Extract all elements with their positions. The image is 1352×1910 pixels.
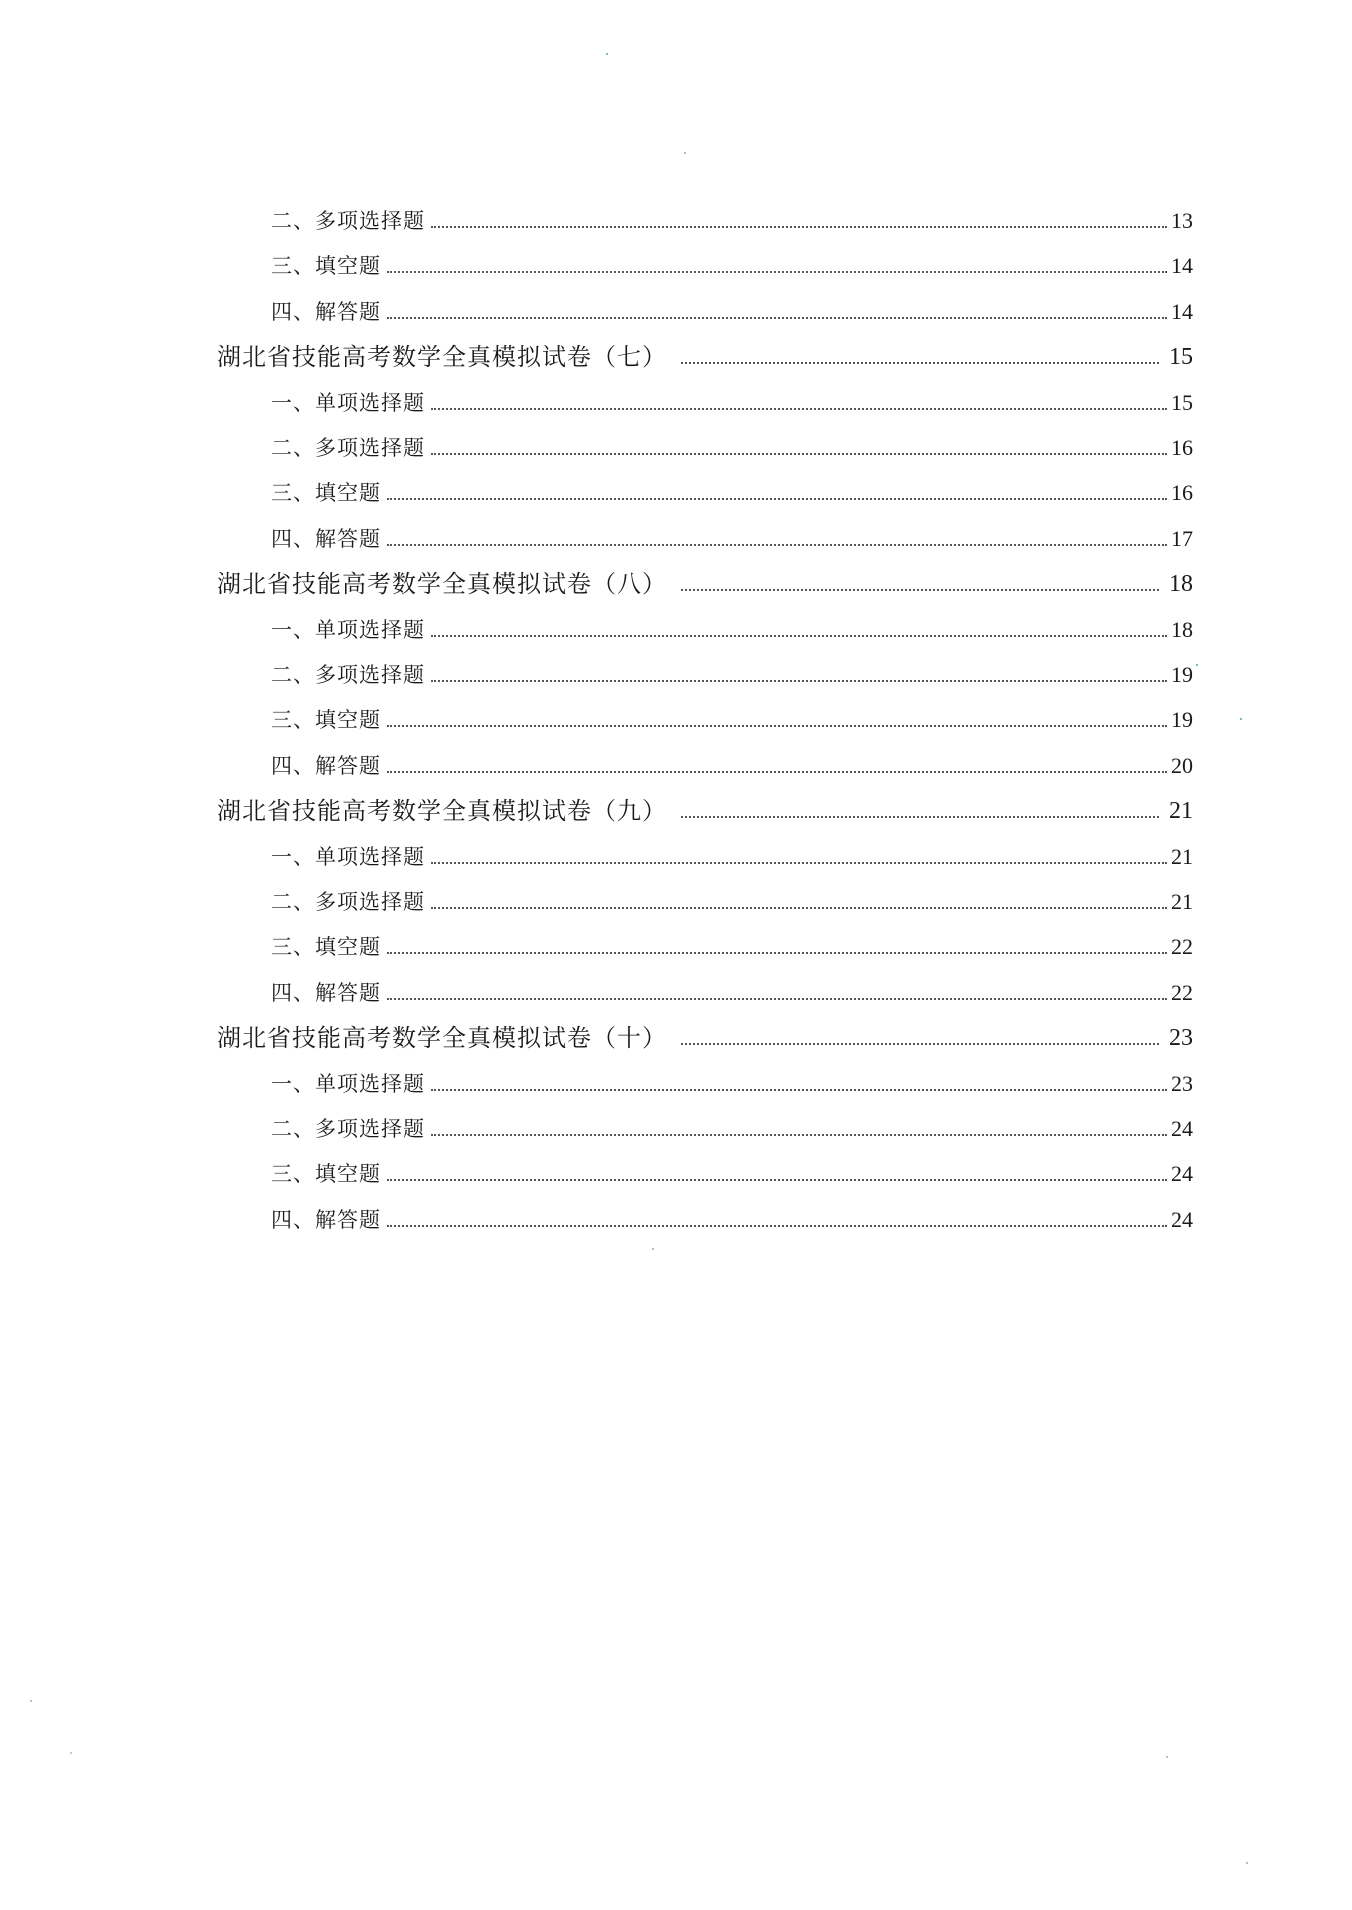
toc-section-entry[interactable] bbox=[271, 1158, 1193, 1190]
dot-leader bbox=[387, 544, 1167, 546]
toc-page-number: 16 bbox=[1171, 435, 1193, 460]
dot-leader bbox=[387, 771, 1167, 773]
scan-speck bbox=[1166, 1756, 1168, 1758]
toc-page-number: 14 bbox=[1171, 299, 1193, 324]
dot-leader bbox=[387, 498, 1167, 500]
scan-speck bbox=[1240, 718, 1242, 720]
toc-section-entry[interactable] bbox=[271, 931, 1193, 963]
toc-section-entry[interactable] bbox=[271, 886, 1193, 918]
dot-leader bbox=[387, 952, 1167, 954]
scan-speck bbox=[70, 1752, 72, 1754]
toc-entry-title: 四、解答题 bbox=[271, 981, 381, 1005]
toc-entry-title: 三、填空题 bbox=[271, 254, 381, 278]
dot-leader bbox=[387, 725, 1167, 727]
toc-entry-title: 湖北省技能高考数学全真模拟试卷（九） bbox=[217, 797, 667, 825]
toc-heading-entry[interactable] bbox=[217, 795, 1193, 827]
dot-leader bbox=[387, 1225, 1167, 1227]
toc-entry-title: 三、填空题 bbox=[271, 1162, 381, 1186]
toc-entry-title: 三、填空题 bbox=[271, 935, 381, 959]
toc-section-entry[interactable] bbox=[271, 205, 1193, 237]
scan-speck bbox=[30, 1700, 32, 1702]
toc-section-entry[interactable] bbox=[271, 387, 1193, 419]
toc-section-entry[interactable] bbox=[271, 704, 1193, 736]
toc-section-entry[interactable] bbox=[271, 296, 1193, 328]
dot-leader bbox=[681, 589, 1159, 591]
toc-entry-title: 湖北省技能高考数学全真模拟试卷（十） bbox=[217, 1024, 667, 1052]
toc-page-number: 13 bbox=[1171, 208, 1193, 233]
toc-page-number: 15 bbox=[1171, 390, 1193, 415]
toc-page-number: 19 bbox=[1171, 662, 1193, 687]
toc-section-entry[interactable] bbox=[271, 1204, 1193, 1236]
toc-entry-title: 二、多项选择题 bbox=[271, 663, 425, 687]
toc-page-number: 18 bbox=[1169, 571, 1193, 597]
toc-heading-entry[interactable] bbox=[217, 341, 1193, 373]
toc-section-entry[interactable] bbox=[271, 1113, 1193, 1145]
toc-page-number: 17 bbox=[1171, 526, 1193, 551]
toc-entry-title: 二、多项选择题 bbox=[271, 436, 425, 460]
toc-section-entry[interactable] bbox=[271, 477, 1193, 509]
toc-page-number: 24 bbox=[1171, 1161, 1193, 1186]
toc-entry-title: 四、解答题 bbox=[271, 300, 381, 324]
dot-leader bbox=[431, 907, 1167, 909]
toc-page-number: 20 bbox=[1171, 753, 1193, 778]
scan-speck bbox=[652, 1248, 654, 1250]
toc-page-number: 22 bbox=[1171, 934, 1193, 959]
toc-page-number: 15 bbox=[1169, 344, 1193, 370]
scan-speck bbox=[606, 53, 608, 55]
dot-leader bbox=[431, 1134, 1167, 1136]
toc-page-number: 14 bbox=[1171, 253, 1193, 278]
scan-speck bbox=[1196, 664, 1198, 666]
dot-leader bbox=[681, 1043, 1159, 1045]
toc-page-number: 23 bbox=[1169, 1025, 1193, 1051]
toc-entry-title: 三、填空题 bbox=[271, 481, 381, 505]
toc-section-entry[interactable] bbox=[271, 250, 1193, 282]
scan-speck bbox=[684, 152, 686, 154]
dot-leader bbox=[387, 1179, 1167, 1181]
toc-page-number: 19 bbox=[1171, 707, 1193, 732]
dot-leader bbox=[431, 453, 1167, 455]
toc-page-number: 18 bbox=[1171, 617, 1193, 642]
toc-entry-title: 一、单项选择题 bbox=[271, 618, 425, 642]
toc-page-number: 16 bbox=[1171, 480, 1193, 505]
toc-section-entry[interactable] bbox=[271, 614, 1193, 646]
toc-heading-entry[interactable] bbox=[217, 1022, 1193, 1054]
toc-page-number: 23 bbox=[1171, 1071, 1193, 1096]
toc-entry-title: 四、解答题 bbox=[271, 527, 381, 551]
toc-entry-title: 湖北省技能高考数学全真模拟试卷（八） bbox=[217, 570, 667, 598]
toc-entry-title: 三、填空题 bbox=[271, 708, 381, 732]
toc-page-number: 21 bbox=[1171, 889, 1193, 914]
toc-entry-title: 二、多项选择题 bbox=[271, 209, 425, 233]
dot-leader bbox=[431, 862, 1167, 864]
toc-section-entry[interactable] bbox=[271, 1068, 1193, 1100]
toc-section-entry[interactable] bbox=[271, 523, 1193, 555]
dot-leader bbox=[431, 635, 1167, 637]
toc-section-entry[interactable] bbox=[271, 750, 1193, 782]
toc-entry-title: 四、解答题 bbox=[271, 1208, 381, 1232]
dot-leader bbox=[431, 680, 1167, 682]
toc-page-number: 24 bbox=[1171, 1116, 1193, 1141]
toc-entry-title: 一、单项选择题 bbox=[271, 391, 425, 415]
dot-leader bbox=[431, 1089, 1167, 1091]
dot-leader bbox=[387, 317, 1167, 319]
dot-leader bbox=[431, 226, 1167, 228]
toc-section-entry[interactable] bbox=[271, 841, 1193, 873]
dot-leader bbox=[387, 271, 1167, 273]
toc-section-entry[interactable] bbox=[271, 659, 1193, 691]
dot-leader bbox=[431, 408, 1167, 410]
toc-entry-title: 湖北省技能高考数学全真模拟试卷（七） bbox=[217, 343, 667, 371]
toc-entry-title: 一、单项选择题 bbox=[271, 1072, 425, 1096]
toc-page-number: 24 bbox=[1171, 1207, 1193, 1232]
toc-section-entry[interactable] bbox=[271, 977, 1193, 1009]
scan-speck bbox=[1246, 1862, 1248, 1864]
toc-page-number: 21 bbox=[1171, 844, 1193, 869]
toc-entry-title: 二、多项选择题 bbox=[271, 1117, 425, 1141]
toc-page-number: 21 bbox=[1169, 798, 1193, 824]
toc-page-number: 22 bbox=[1171, 980, 1193, 1005]
toc-entry-title: 一、单项选择题 bbox=[271, 845, 425, 869]
dot-leader bbox=[387, 998, 1167, 1000]
toc-heading-entry[interactable] bbox=[217, 568, 1193, 600]
dot-leader bbox=[681, 362, 1159, 364]
toc-section-entry[interactable] bbox=[271, 432, 1193, 464]
toc-entry-title: 二、多项选择题 bbox=[271, 890, 425, 914]
toc-entry-title: 四、解答题 bbox=[271, 754, 381, 778]
dot-leader bbox=[681, 816, 1159, 818]
